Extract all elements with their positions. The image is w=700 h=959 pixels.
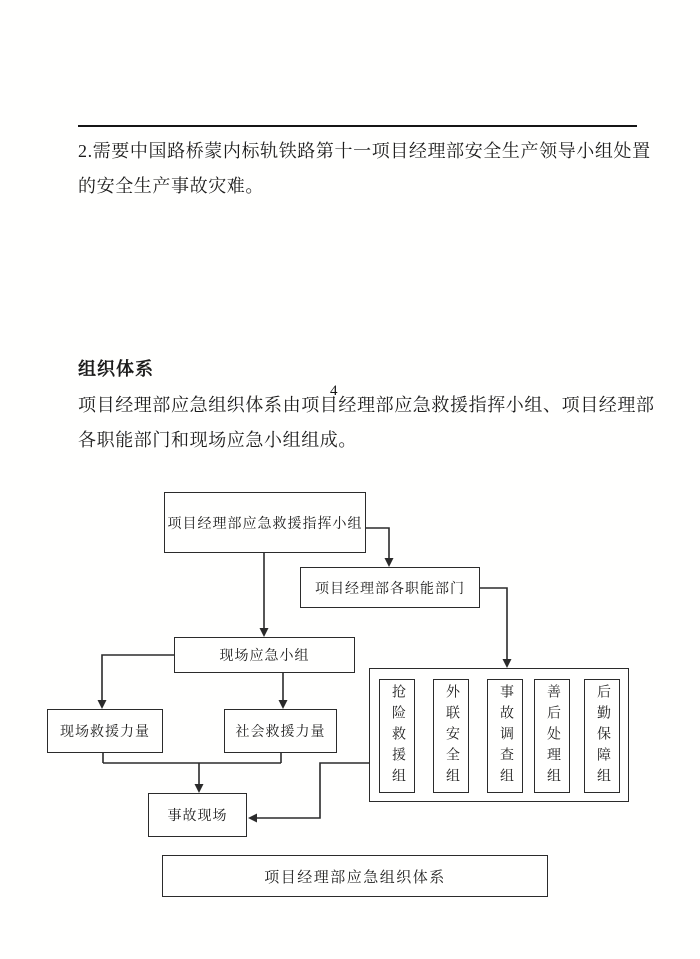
page-number: 4 [330, 383, 338, 399]
paragraph2-line2: 各职能部门和现场应急小组组成。 [78, 430, 357, 450]
flowchart-box-logistics-group [584, 679, 620, 793]
paragraph1-line1: 2.需要中国路桥蒙内标轨铁路第十一项目经理部安全生产领导小组处置 [78, 141, 651, 161]
social-rescue-force-label: 社会救援力量 [235, 725, 326, 740]
flowchart-box-aftermath-group [534, 679, 570, 793]
investigation-group-label: 事故调查组 [498, 683, 513, 789]
flowchart-box-liaison-safety-group [433, 679, 469, 793]
aftermath-group-label: 善后处理组 [545, 683, 560, 789]
flowchart-box-site-emergency-team [174, 637, 355, 673]
flowchart-box-functional-departments [300, 567, 480, 608]
flowchart-box-command-group [164, 492, 366, 553]
top-rule [78, 125, 637, 127]
flowchart-caption-box [162, 855, 548, 897]
site-emergency-team-label: 现场应急小组 [219, 649, 310, 664]
liaison-safety-group-label: 外联安全组 [444, 683, 459, 789]
flowchart-box-investigation-group [487, 679, 523, 793]
flowchart-box-rescue-group [379, 679, 415, 793]
site-rescue-force-label: 现场救援力量 [60, 725, 150, 740]
flowchart-caption-label: 项目经理部应急组织体系 [264, 869, 446, 886]
functional-departments-label: 项目经理部各职能部门 [315, 581, 465, 597]
rescue-group-label: 抢险救援组 [390, 683, 405, 789]
paragraph1-line2: 的安全生产事故灾难。 [78, 176, 264, 196]
logistics-group-label: 后勤保障组 [595, 683, 610, 789]
flowchart-box-social-rescue-force [224, 709, 337, 753]
flowchart-box-accident-scene [148, 793, 247, 837]
flowchart-box-site-rescue-force [47, 709, 163, 753]
command-group-label: 项目经理部应急救援指挥小组 [167, 516, 363, 532]
flowchart-subgroup-container [369, 668, 629, 802]
section-heading: 组织体系 [78, 359, 154, 379]
paragraph2-line1: 项目经理部应急组织体系由项目经理部应急救援指挥小组、项目经理部 [78, 395, 655, 415]
accident-scene-label: 事故现场 [167, 809, 228, 824]
